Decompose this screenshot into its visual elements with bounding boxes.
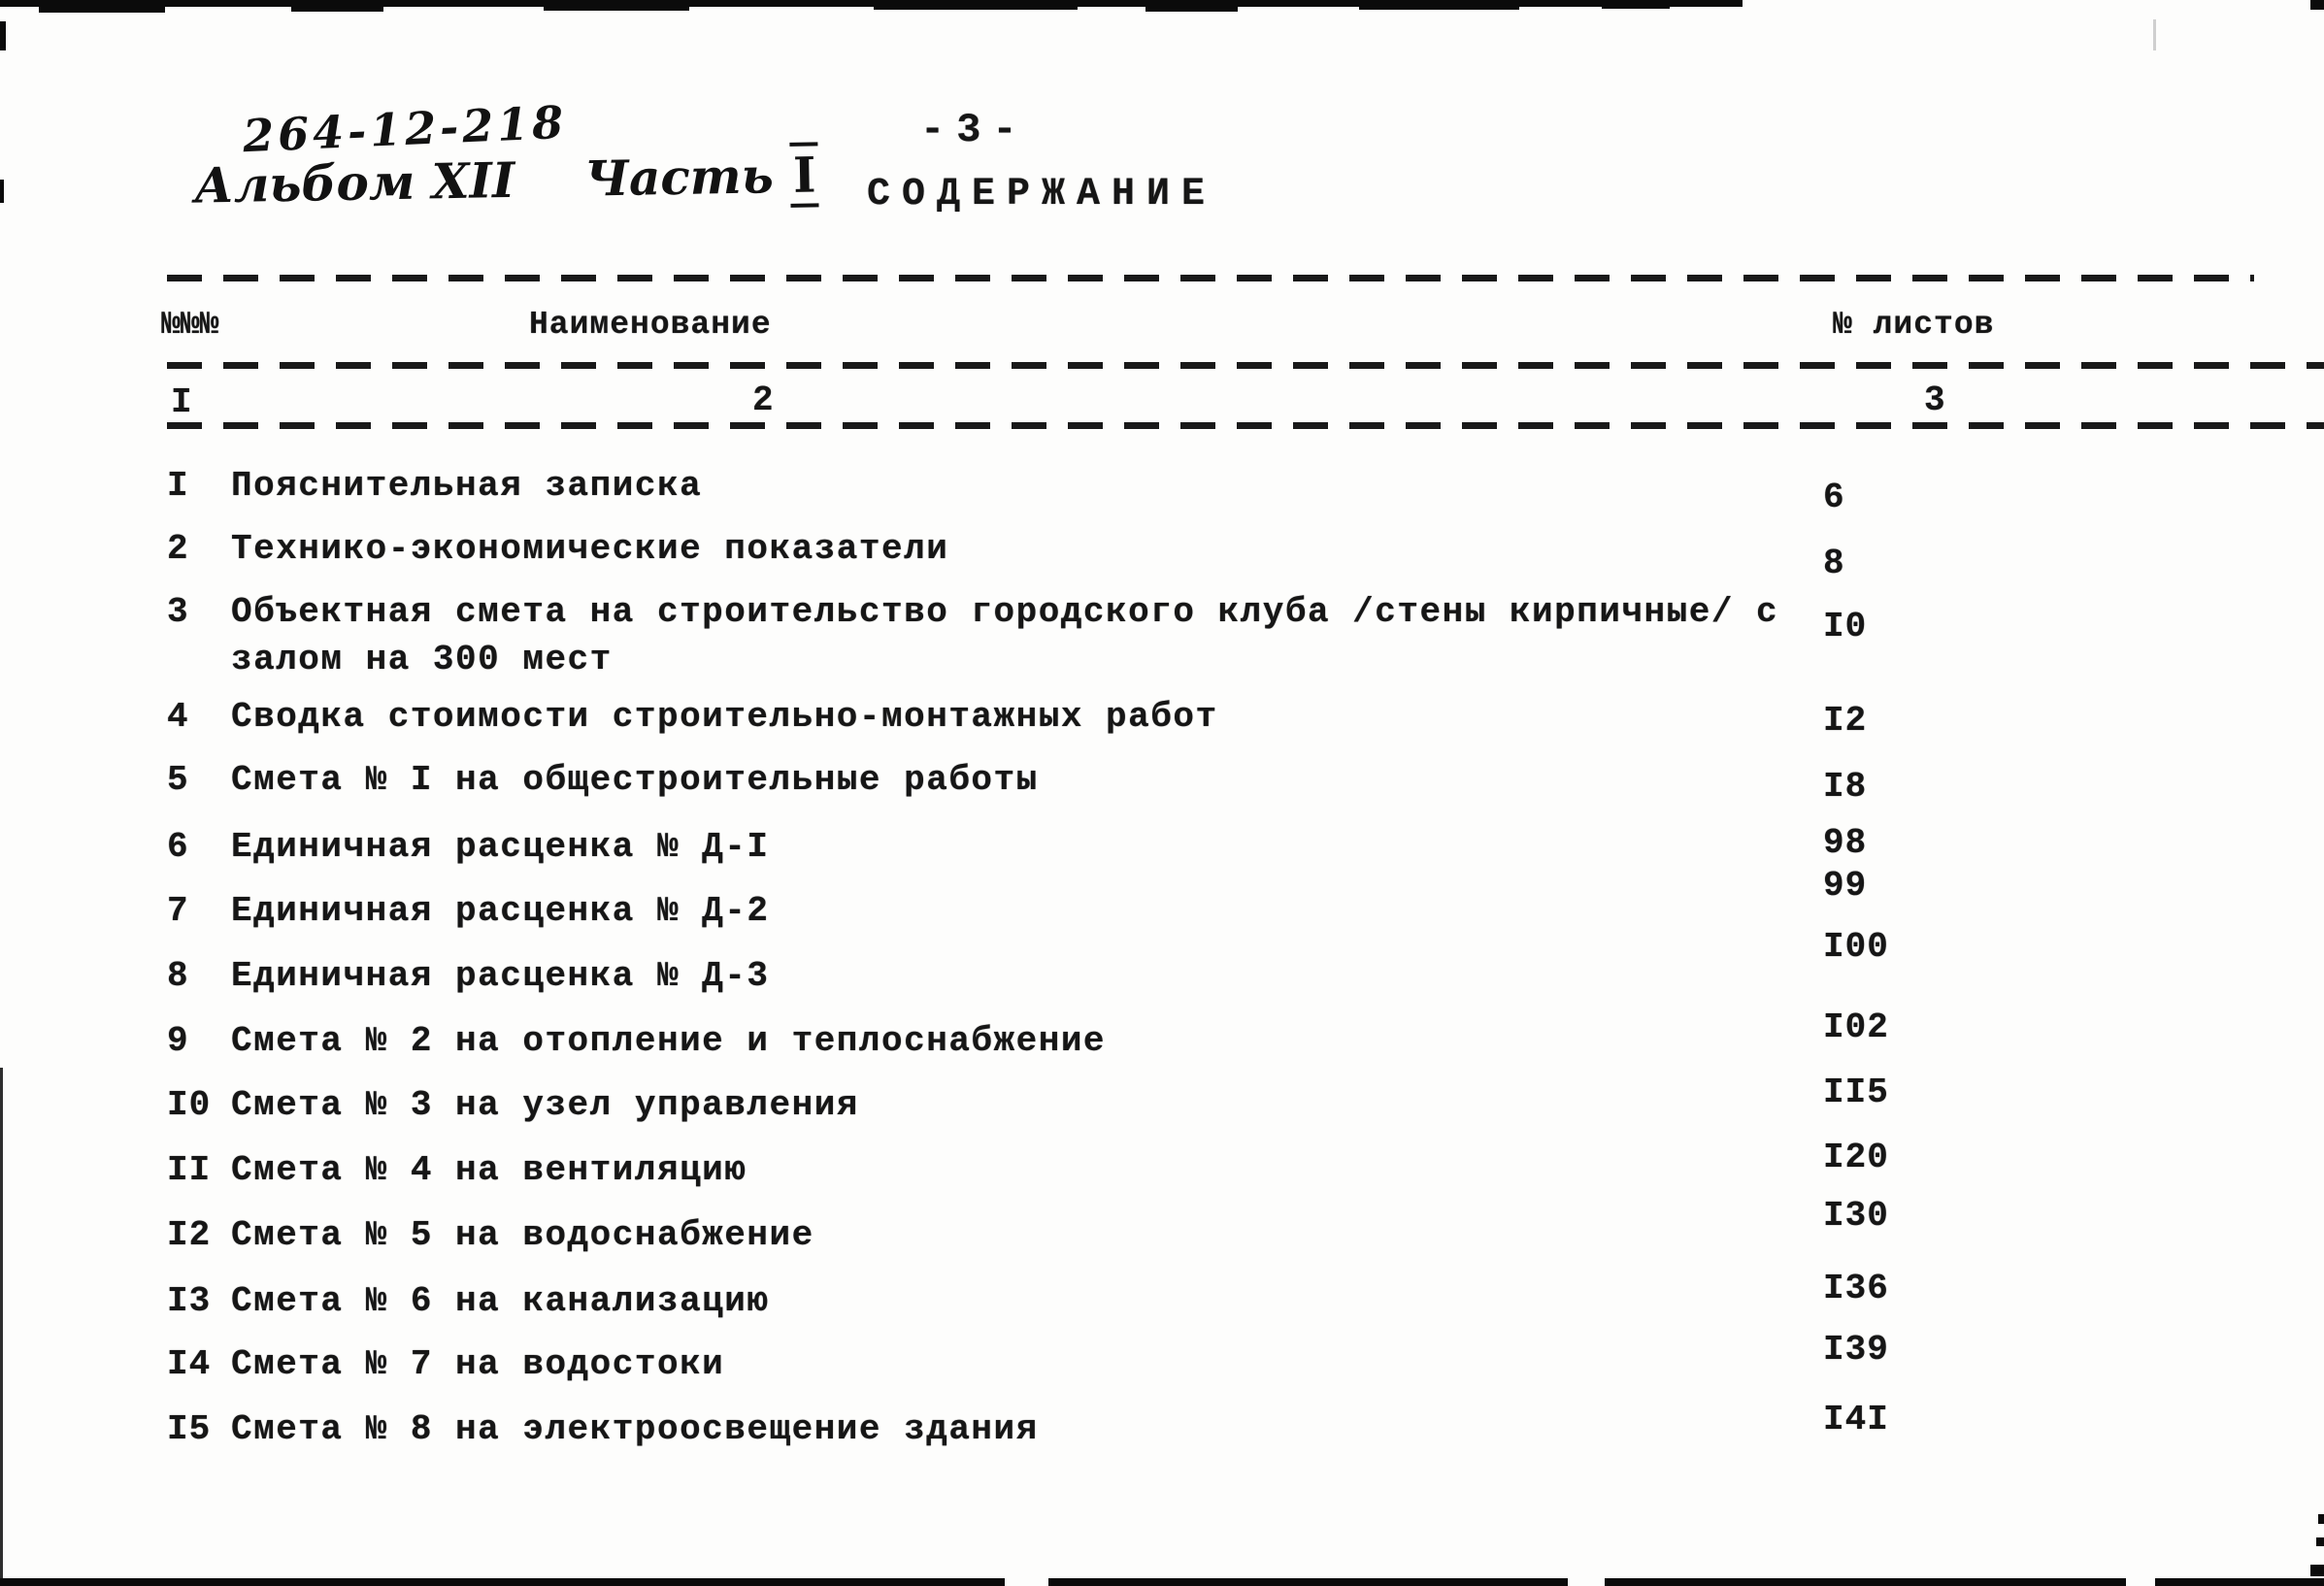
row-title: Смета № I на общестроительные работы	[231, 760, 1039, 800]
row-title: Смета № 6 на канализацию	[231, 1281, 770, 1321]
scan-artifact	[2153, 19, 2156, 50]
table-rule-top	[167, 275, 2254, 281]
table-row	[167, 1330, 2324, 1403]
table-row	[167, 697, 2324, 755]
row-title: Технико-экономические показатели	[231, 529, 949, 569]
row-number: 7	[167, 891, 189, 931]
table-row	[167, 1073, 2324, 1143]
row-title	[231, 592, 1778, 679]
column-index-sheets: 3	[1924, 380, 1947, 420]
sheet-number: -3-	[920, 107, 1029, 153]
scan-artifact	[291, 0, 383, 12]
row-title: Единичная расценка № Д-I	[231, 827, 770, 867]
row-sheets: I36	[1823, 1269, 1889, 1308]
row-number: 8	[167, 956, 189, 996]
row-title: Смета № 4 на вентиляцию	[231, 1150, 747, 1190]
row-title: Смета № 3 на узел управления	[231, 1085, 859, 1125]
row-number: I3	[167, 1281, 212, 1321]
row-title: Единичная расценка № Д-3	[231, 956, 770, 996]
row-number: 3	[167, 592, 189, 632]
row-sheets: I8	[1823, 767, 1868, 807]
table-row	[167, 866, 2324, 949]
column-header-name: Наименование	[529, 307, 772, 343]
column-index-num: I	[171, 382, 194, 422]
row-number: 4	[167, 697, 189, 737]
page-title: СОДЕРЖАНИЕ	[867, 173, 1217, 216]
row-sheets: I39	[1823, 1330, 1889, 1370]
table-row	[167, 1196, 2324, 1273]
row-title: Смета № 8 на электроосвещение здания	[231, 1409, 1039, 1449]
row-sheets: 6	[1823, 478, 1845, 517]
table-row	[167, 760, 2324, 818]
scan-artifact-gap	[1005, 1578, 1048, 1586]
scan-artifact-right	[2316, 1537, 2324, 1546]
row-number: 9	[167, 1021, 189, 1061]
table-row	[167, 592, 2324, 679]
row-number: I0	[167, 1085, 212, 1125]
table-row	[167, 927, 2324, 1014]
scan-artifact-top-right	[2310, 0, 2324, 10]
scan-artifact-left-line	[0, 1068, 3, 1586]
row-title: Пояснительная записка	[231, 466, 703, 506]
row-title-line1: Объектная смета на строительство городского клуба /стены кирпичные/ с	[231, 592, 1779, 632]
row-sheets: I30	[1823, 1196, 1889, 1236]
row-title: Смета № 2 на отопление и теплоснабжение	[231, 1021, 1107, 1061]
row-sheets: I20	[1823, 1138, 1889, 1177]
stamp-part-numeral: I	[789, 142, 819, 208]
row-sheets: 98	[1823, 823, 1868, 863]
row-title-line2: залом на 300 мест	[231, 640, 613, 679]
stamp-part-label: Часть	[583, 147, 775, 208]
table-row	[167, 1138, 2324, 1208]
scan-artifact-right	[2318, 1514, 2324, 1524]
row-number: 6	[167, 827, 189, 867]
table-row	[167, 466, 2324, 524]
stamp-album-part	[194, 146, 819, 214]
table-row	[167, 529, 2324, 587]
table-rule-bottom	[167, 422, 2324, 429]
table-row	[167, 1269, 2324, 1339]
scan-artifact	[1145, 0, 1238, 12]
row-sheets: I00	[1823, 927, 1889, 967]
scan-artifact-gap	[1568, 1578, 1605, 1586]
scan-artifact-gap	[2126, 1578, 2155, 1586]
row-sheets: I4I	[1823, 1400, 1889, 1439]
row-sheets: 8	[1823, 544, 1845, 583]
row-number: I4	[167, 1344, 212, 1384]
row-sheets: II5	[1823, 1073, 1889, 1112]
stamp-code: 264-12-218	[241, 95, 569, 163]
row-number: II	[167, 1150, 212, 1190]
row-title: Сводка стоимости строительно-монтажных работ	[231, 697, 1218, 737]
row-number: 5	[167, 760, 189, 800]
row-sheets: 99	[1823, 866, 1868, 906]
scan-artifact-left	[0, 21, 6, 50]
row-number: I2	[167, 1215, 212, 1255]
table-row	[167, 1400, 2324, 1468]
scan-artifact	[39, 0, 165, 13]
scan-artifact	[544, 0, 689, 11]
column-index-name: 2	[752, 380, 776, 420]
scan-artifact-bottom-strip	[0, 1578, 2324, 1586]
table-rule-mid	[167, 362, 2324, 369]
row-title: Смета № 5 на водоснабжение	[231, 1215, 814, 1255]
row-title: Смета № 7 на водостоки	[231, 1344, 725, 1384]
scan-artifact	[1602, 0, 1670, 9]
scan-artifact-right	[2310, 1565, 2324, 1576]
table-row	[167, 823, 2324, 885]
row-sheets: I02	[1823, 1008, 1889, 1047]
row-sheets: I2	[1823, 701, 1868, 741]
scan-artifact-left	[0, 180, 4, 203]
scan-artifact	[874, 0, 1078, 10]
row-number: 2	[167, 529, 189, 569]
row-number: I5	[167, 1409, 212, 1449]
row-title: Единичная расценка № Д-2	[231, 891, 770, 931]
scan-artifact	[1359, 0, 1519, 10]
stamp-album: Альбом XII	[193, 150, 515, 215]
row-sheets: I0	[1823, 607, 1868, 646]
table-row	[167, 1008, 2324, 1079]
column-header-sheets: № листов	[1833, 307, 1995, 343]
column-header-num: №№№	[161, 307, 219, 343]
row-number: I	[167, 466, 189, 506]
